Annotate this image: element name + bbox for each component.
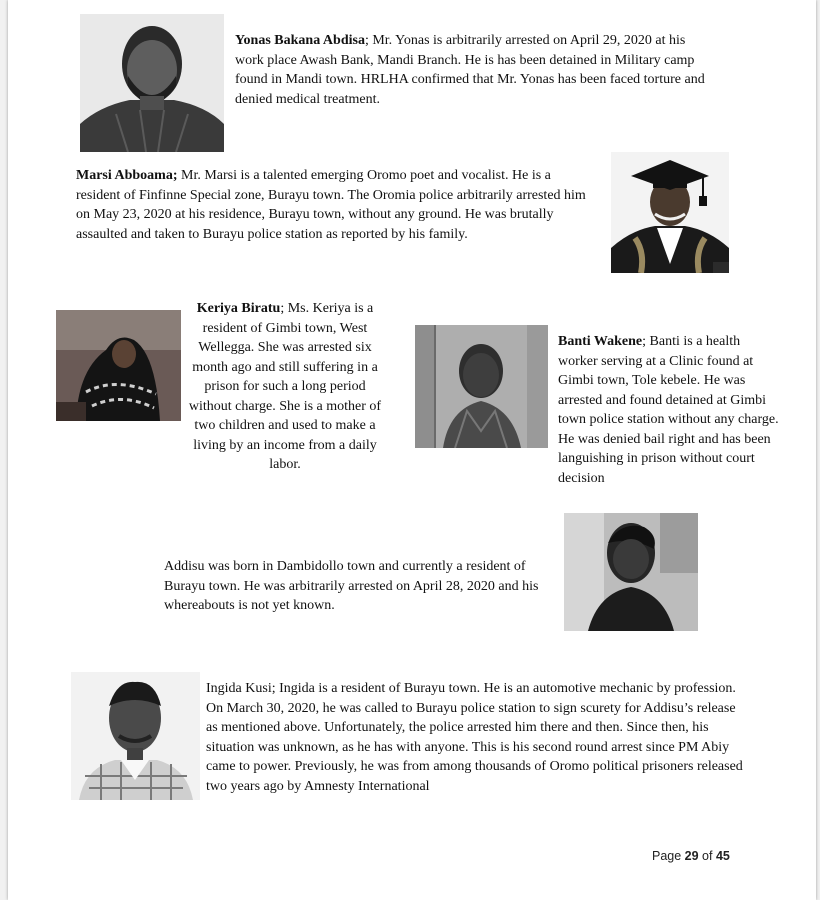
photo-addisu [564,513,698,631]
page-number-word: Page [652,849,685,863]
entry-ingida-body: Ingida Kusi; Ingida is a resident of Burayu town. He is an automotive mechanic by profession. On March 30, 2020, he was called to Burayu police station to sign scurety for Addisu’s release as mentioned above. Unfortunately, the police arrested him there and then. Since then, his situation was unknown, as he has with anyone. This is his second round arrest since PM Abiy came to power. Previously, he was from among thousands of Oromo political prisoners released two years ago by Amnesty International [206,681,743,794]
entry-keriya [188,299,382,475]
entry-yonas-body: Mr. Yonas is arbitrarily arrested on April 29, 2020 at his work place Awash Bank, Mandi Branch. He is has been detained in Military camp found in Mandi town. HRLHA confirmed that Mr. Yonas has been faced torture and denied medical treatment. [235,33,705,107]
photo-ingida [71,672,200,800]
entry-banti [558,332,780,488]
entry-marsi-name: Marsi Abboama; [76,168,178,183]
entry-addisu [164,557,556,616]
entry-keriya-name: Keriya Biratu [196,301,281,316]
entry-marsi-body: Mr. Marsi is a talented emerging Oromo poet and vocalist. He is a resident of Finfinne Special zone, Burayu town. The Oromia police arbitrarily arrested him on May 23, 2020 at his residence, Burayu town, without any ground. He was brutally assaulted and taken to Burayu police station as reported by his family. [76,168,586,242]
entry-banti-body: worker serving at a Clinic found at Gimbi town, Tole kebele. He was arrested and found detained at Gimbi town police station without any charge. He was denied bail right and has been languishing in prison without court decision [558,353,779,486]
page-number [652,849,730,863]
entry-yonas-separator: ; [364,33,369,48]
entry-ingida [206,679,746,796]
entry-marsi [76,166,596,244]
entry-keriya-body: resident of Gimbi town, West Wellegga. She was arrested six month ago and still suffering in a prison for such a long period without charge. She is a mother of two children and used to make a living by an income from a daily labor. [188,320,382,472]
photo-banti [415,325,548,448]
entry-yonas-name: Yonas Bakana Abdisa [235,33,365,48]
entry-yonas [235,31,705,109]
entry-banti-separator: ; Banti is a health [642,334,741,349]
photo-marsi [611,152,729,273]
document-page [8,0,816,900]
page-number-total: 45 [715,849,730,863]
entry-keriya-separator: ; Ms. Keriya is a [280,301,374,316]
photo-yonas [80,14,224,152]
photo-keriya [56,310,181,421]
entry-addisu-body: Addisu was born in Dambidollo town and currently a resident of Burayu town. He was arbitrarily arrested on April 28, 2020 and his whereabouts is not yet known. [164,559,539,613]
page-number-current: 29 [684,849,699,863]
page-number-of: of [698,849,716,863]
entry-banti-name: Banti Wakene [558,334,643,349]
